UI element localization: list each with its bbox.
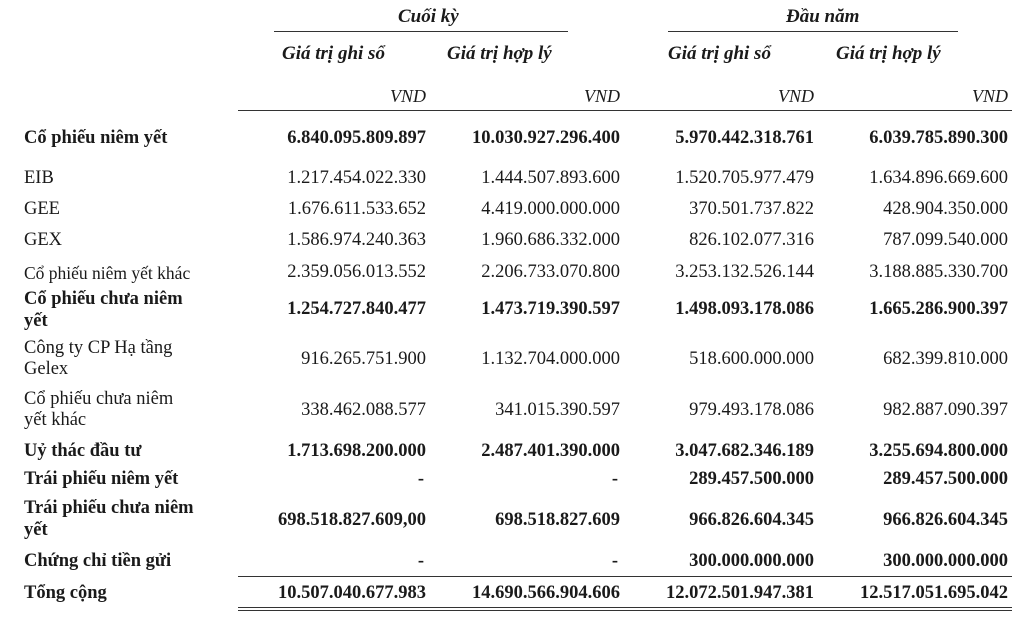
cell-fair-start: 3.255.694.800.000: [869, 441, 1008, 461]
cell-book-end: 6.840.095.809.897: [287, 128, 426, 148]
cell-fair-start: 3.188.885.330.700: [869, 262, 1008, 282]
cell-fair-end: 1.132.704.000.000: [481, 349, 620, 369]
row-label: GEX: [24, 230, 63, 250]
cell-book-start: 1.520.705.977.479: [675, 168, 814, 188]
row-label: Trái phiếu niêm yết: [24, 469, 179, 489]
cell-fair-start: 6.039.785.890.300: [869, 128, 1008, 148]
cell-fair-start: 1.665.286.900.397: [869, 299, 1008, 319]
cell-fair-end: -: [611, 551, 618, 571]
row-label: GEE: [24, 199, 60, 219]
cell-book-end: -: [417, 469, 424, 489]
row-label: EIB: [24, 168, 54, 188]
cell-book-end: 338.462.088.577: [301, 400, 426, 420]
cell-fair-start: 982.887.090.397: [883, 400, 1008, 420]
cell-book-start: 3.253.132.526.144: [675, 262, 814, 282]
cell-fair-end: 698.518.827.609: [495, 510, 620, 530]
cell-book-start: 1.498.093.178.086: [675, 299, 814, 319]
cell-fair-end: 1.960.686.332.000: [481, 230, 620, 250]
row-label: Uỷ thác đầu tư: [24, 441, 142, 461]
cell-fair-start: 300.000.000.000: [883, 551, 1008, 571]
row-label-line-1: Trái phiếu chưa niêm: [24, 498, 194, 518]
col-header-fair-value-end: Giá trị hợp lý: [447, 43, 552, 64]
row-label-line-1: Cổ phiếu chưa niêm: [24, 389, 174, 409]
cell-book-start: 12.072.501.947.381: [666, 583, 814, 603]
cell-fair-end: 2.206.733.070.800: [481, 262, 620, 282]
cell-fair-start: 682.399.810.000: [883, 349, 1008, 369]
group-header-end-of-period: Cuối kỳ: [398, 6, 459, 27]
cell-book-start: 370.501.737.822: [689, 199, 814, 219]
cell-book-start: 979.493.178.086: [689, 400, 814, 420]
row-label-line-2: yết: [24, 520, 48, 540]
cell-book-end: 2.359.056.013.552: [287, 262, 426, 282]
header-underline: [238, 110, 1012, 111]
group-underline-end: [274, 31, 568, 32]
unit-label: VND: [390, 86, 426, 106]
row-label-line-2: Gelex: [24, 359, 69, 379]
cell-fair-end: 10.030.927.296.400: [472, 128, 620, 148]
cell-fair-end: 14.690.566.904.606: [472, 583, 620, 603]
cell-fair-end: 341.015.390.597: [495, 400, 620, 420]
total-bottom-rule-1: [238, 607, 1012, 608]
unit-label: VND: [972, 86, 1008, 106]
cell-fair-end: 1.473.719.390.597: [481, 299, 620, 319]
cell-fair-start: 787.099.540.000: [883, 230, 1008, 250]
cell-book-end: 1.676.611.533.652: [287, 199, 426, 219]
cell-book-end: -: [417, 551, 424, 571]
row-label: Tổng cộng: [24, 583, 107, 603]
cell-fair-start: 1.634.896.669.600: [869, 168, 1008, 188]
group-underline-start: [668, 31, 958, 32]
row-label-line-2: yết: [24, 311, 48, 331]
row-label-line-1: Cổ phiếu chưa niêm: [24, 289, 183, 309]
cell-book-start: 300.000.000.000: [689, 551, 814, 571]
cell-fair-end: 1.444.507.893.600: [481, 168, 620, 188]
cell-book-start: 5.970.442.318.761: [675, 128, 814, 148]
cell-book-start: 3.047.682.346.189: [675, 441, 814, 461]
cell-fair-start: 966.826.604.345: [883, 510, 1008, 530]
total-bottom-rule-2: [238, 610, 1012, 611]
cell-book-start: 826.102.077.316: [689, 230, 814, 250]
cell-book-end: 1.713.698.200.000: [287, 441, 426, 461]
cell-fair-start: 428.904.350.000: [883, 199, 1008, 219]
col-header-book-value-end: Giá trị ghi sổ: [282, 43, 385, 64]
cell-fair-end: -: [611, 469, 618, 489]
row-label: Cổ phiếu niêm yết: [24, 128, 168, 148]
cell-fair-start: 289.457.500.000: [883, 469, 1008, 489]
cell-book-end: 698.518.827.609,00: [278, 510, 426, 530]
unit-label: VND: [584, 86, 620, 106]
row-label-line-2: yết khác: [24, 410, 87, 430]
cell-book-end: 1.586.974.240.363: [287, 230, 426, 250]
col-header-book-value-start: Giá trị ghi sổ: [668, 43, 771, 64]
cell-fair-end: 2.487.401.390.000: [481, 441, 620, 461]
cell-book-end: 1.217.454.022.330: [287, 168, 426, 188]
col-header-fair-value-start: Giá trị hợp lý: [836, 43, 941, 64]
row-label: Chứng chỉ tiền gửi: [24, 551, 172, 571]
cell-book-start: 289.457.500.000: [689, 469, 814, 489]
cell-fair-end: 4.419.000.000.000: [481, 199, 620, 219]
unit-label: VND: [778, 86, 814, 106]
group-header-beginning-of-year: Đầu năm: [786, 6, 860, 27]
row-label: Cổ phiếu niêm yết khác: [24, 263, 191, 283]
cell-book-start: 518.600.000.000: [689, 349, 814, 369]
cell-book-start: 966.826.604.345: [689, 510, 814, 530]
cell-fair-start: 12.517.051.695.042: [860, 583, 1008, 603]
total-top-rule: [238, 576, 1012, 577]
cell-book-end: 1.254.727.840.477: [287, 299, 426, 319]
cell-book-end: 916.265.751.900: [301, 349, 426, 369]
row-label-line-1: Công ty CP Hạ tầng: [24, 338, 173, 358]
cell-book-end: 10.507.040.677.983: [278, 583, 426, 603]
